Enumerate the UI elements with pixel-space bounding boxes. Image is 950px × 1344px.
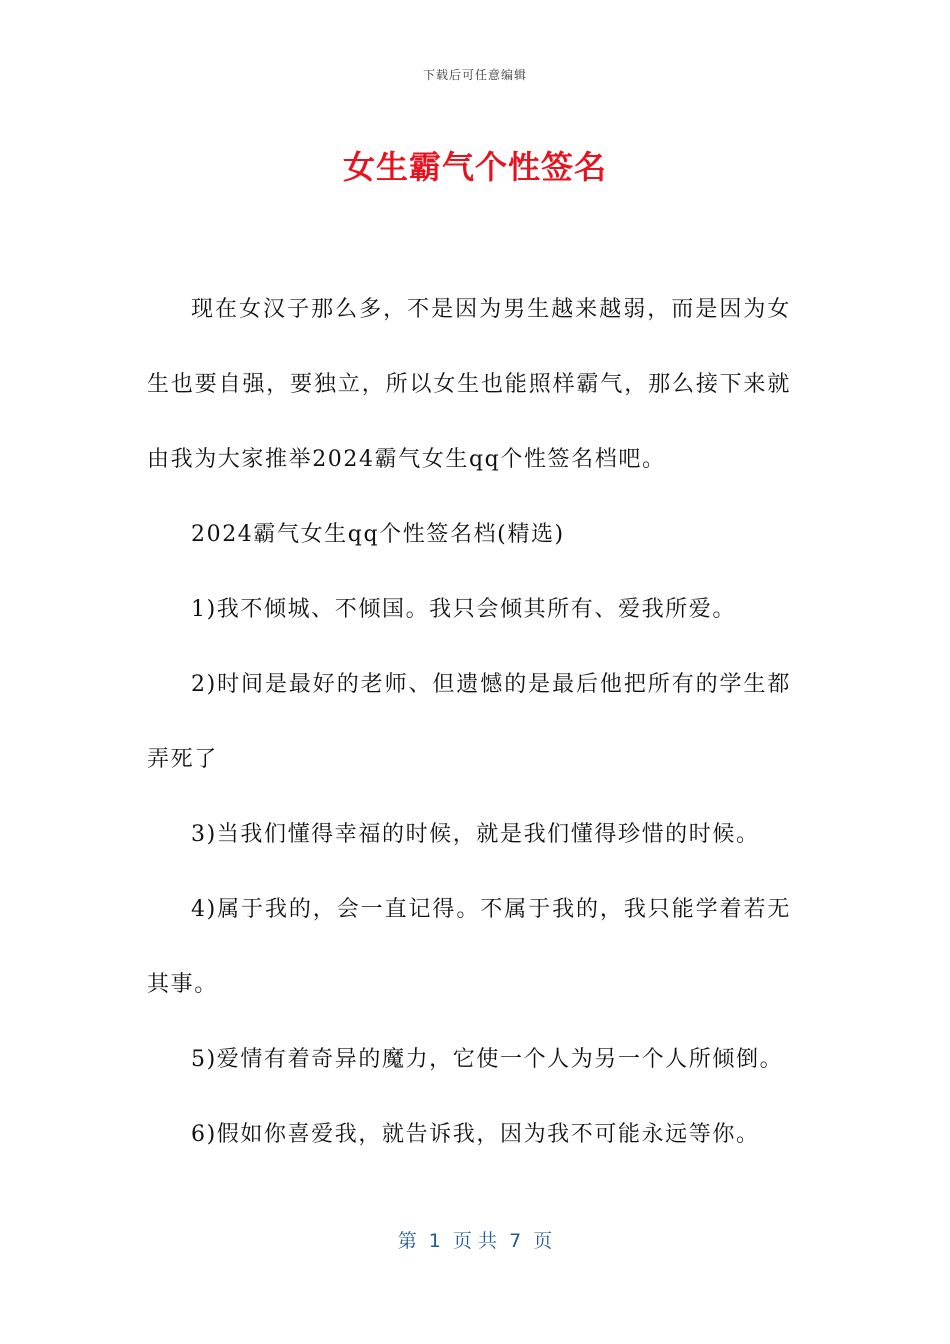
signature-item-2: 2)时间是最好的老师、但遗憾的是最后他把所有的学生都弄死了 (147, 672, 791, 772)
signature-item-1: 1)我不倾城、不倾国。我只会倾其所有、爱我所爱。 (191, 597, 736, 622)
section-heading: 2024霸气女生qq个性签名档(精选) (191, 522, 565, 547)
document-title: 女生霸气个性签名 (342, 148, 607, 186)
header-note: 下载后可任意编辑 (422, 68, 527, 82)
signature-item-3: 3)当我们懂得幸福的时候，就是我们懂得珍惜的时候。 (191, 822, 760, 847)
signature-item-5: 5)爱情有着奇异的魔力，它使一个人为另一个人所倾倒。 (191, 1047, 784, 1072)
signature-item-4: 4)属于我的，会一直记得。不属于我的，我只能学着若无其事。 (147, 897, 791, 997)
signature-item-6: 6)假如你喜爱我，就告诉我，因为我不可能永远等你。 (191, 1122, 760, 1147)
page-indicator: 第 1 页 共 7 页 (397, 1230, 553, 1252)
intro-paragraph: 现在女汉子那么多，不是因为男生越来越弱，而是因为女生也要自强，要独立，所以女生也能照样霸气，那么接下来就由我为大家推举2024霸气女生qq个性签名档吧。 (147, 297, 791, 472)
document-body (147, 272, 791, 1172)
